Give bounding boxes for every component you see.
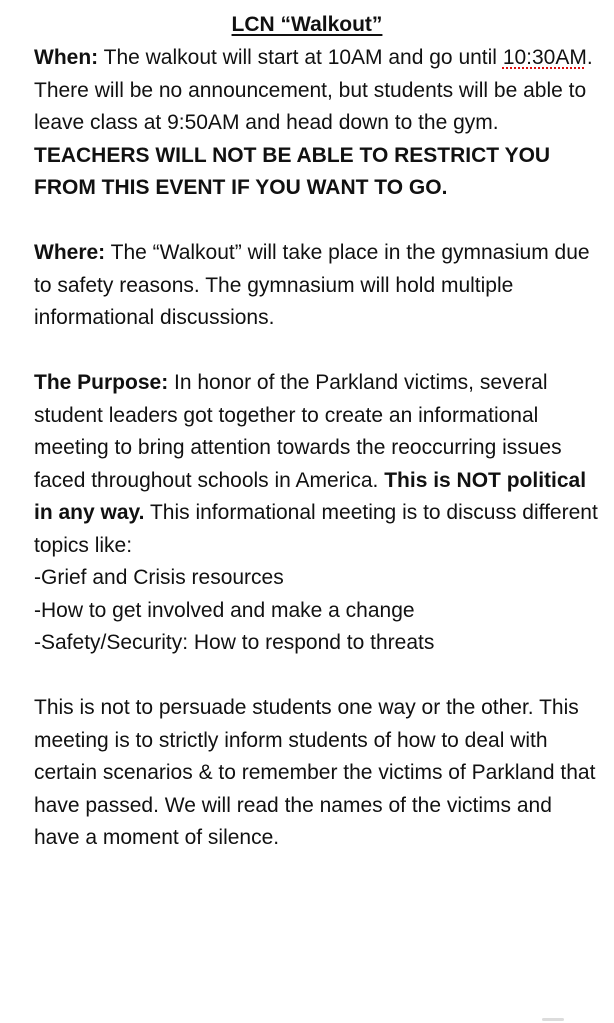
- paragraph-spacer: [34, 660, 598, 693]
- topic-item: -Grief and Crisis resources: [34, 566, 284, 589]
- document-title: LCN “Walkout”: [231, 13, 383, 36]
- where-paragraph: [34, 237, 598, 335]
- purpose-emphasis: This is NOT political in any way.: [34, 468, 587, 524]
- page-corner-mark: [542, 1018, 564, 1021]
- purpose-text-1: In honor of the Parkland victims, several student leaders got together to create an informational meeting to bring attention towards the reoccurring issues faced throughout schools in America.: [34, 371, 562, 492]
- where-text: The “Walkout” will take place in the gymnasium due to safety reasons. The gymnasium will hold multiple informational discussions.: [34, 241, 590, 329]
- when-paragraph: [34, 42, 598, 205]
- purpose-text-2: This informational meeting is to discuss different topics like:: [34, 501, 598, 557]
- purpose-paragraph: [34, 367, 598, 660]
- topic-item: -How to get involved and make a change: [34, 598, 415, 622]
- when-text-2: . There will be no announcement, but students will be able to leave class at 9:50AM and head down to the gym.: [34, 46, 593, 134]
- when-text-1: The walkout will start at 10AM and go until: [98, 46, 503, 69]
- paragraph-spacer: [34, 335, 598, 368]
- where-label: Where:: [34, 241, 106, 264]
- topic-item: -Safety/Security: How to respond to threats: [34, 631, 435, 654]
- closing-paragraph: This is not to persuade students one way or the other. This meeting is to strictly inform students of how to deal with certain scenarios & to remember the victims of Parkland that have passed. We will read the names of the victims and have a moment of silence.: [34, 696, 596, 849]
- when-emphasis: TEACHERS WILL NOT BE ABLE TO RESTRICT YOU FROM THIS EVENT IF YOU WANT TO GO.: [34, 143, 551, 199]
- paragraph-spacer: [34, 205, 598, 238]
- purpose-label: The Purpose:: [34, 371, 169, 394]
- when-label: When:: [34, 46, 99, 69]
- when-time-spellcheck: 10:30AM: [502, 46, 587, 69]
